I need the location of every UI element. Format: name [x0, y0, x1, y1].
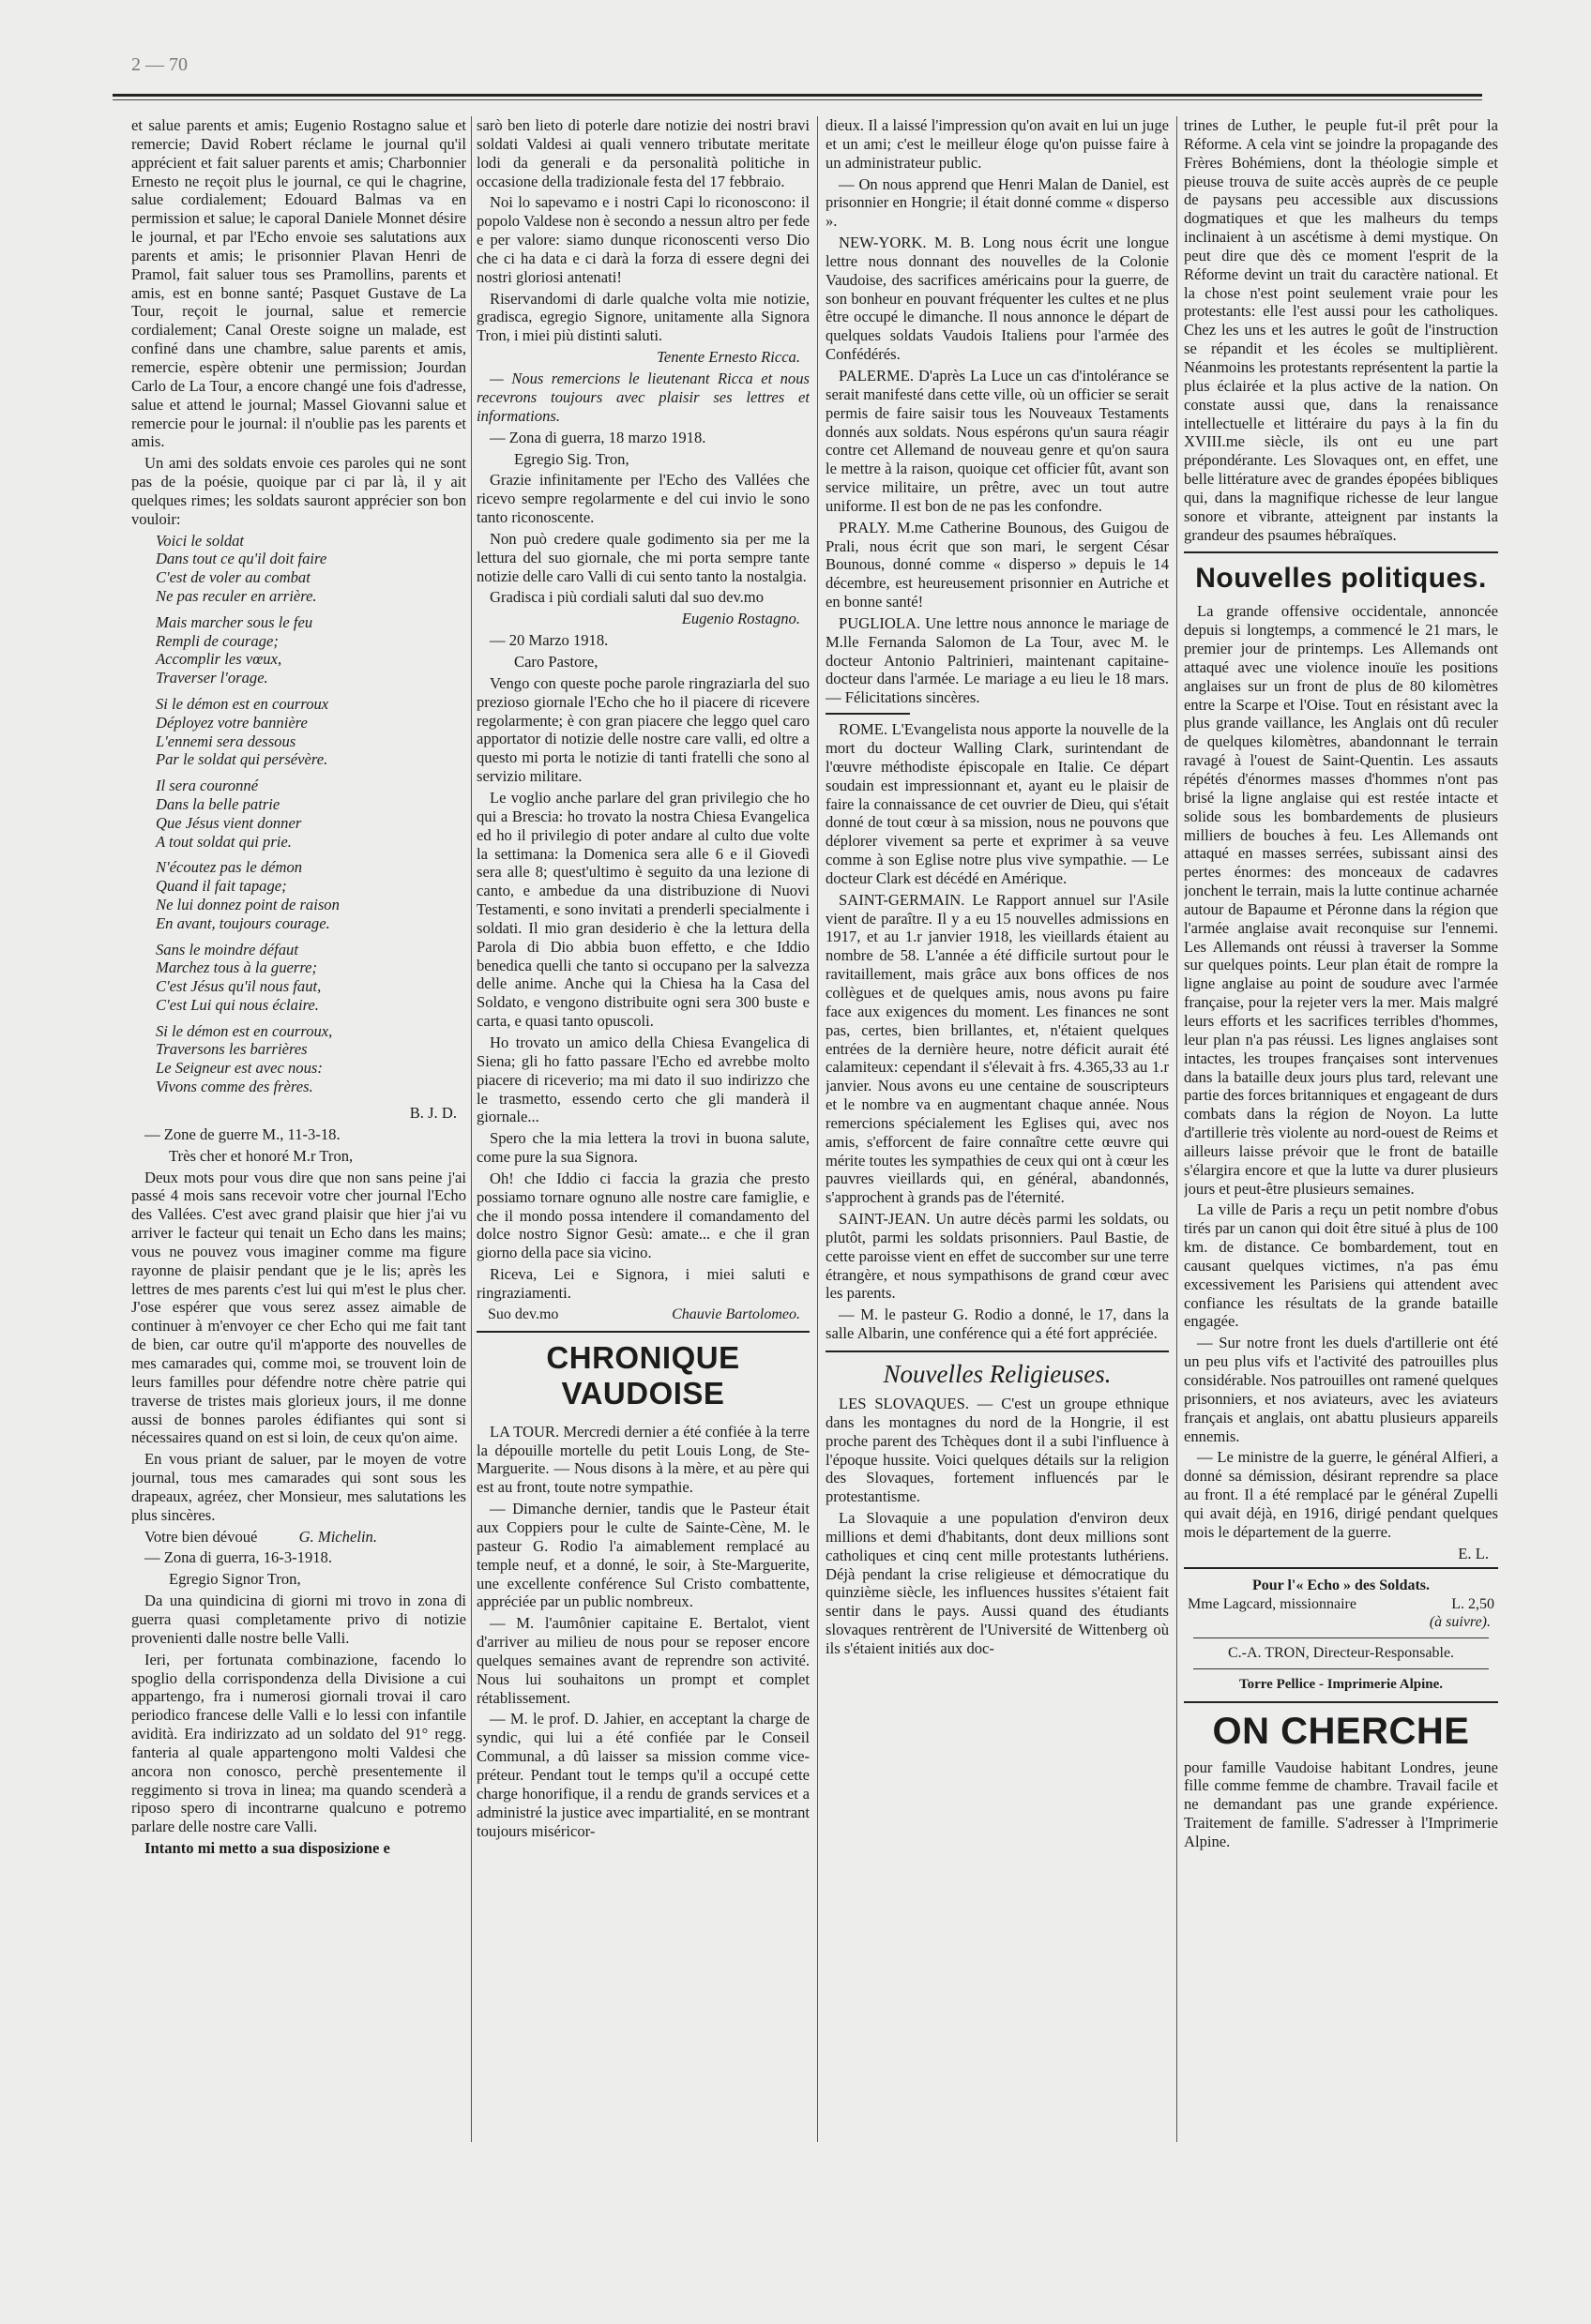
chronique-item: — M. le pasteur G. Rodio a donné, le 17, dans la salle Albarin, une conférence qui a été fort appréciée.	[826, 1305, 1169, 1343]
printer-credit: Torre Pellice - Imprimerie Alpine.	[1238, 1676, 1444, 1692]
chronique-item: — M. l'aumônier capitaine E. Bertalot, vient d'arriver au milieu de nous pour se reposer encore quelques semaines avant de reprendre son activité. Nous lui souhaitons un prompt et complet rétablissement.	[477, 1614, 810, 1707]
letter-dateline: — Zona di guerra, 16-3-1918.	[144, 1548, 332, 1567]
poem-line: Si le démon est en courroux,	[156, 1021, 333, 1040]
section-rule	[826, 1351, 1169, 1352]
letter-salutation: Caro Pastore,	[514, 653, 599, 672]
letter-body: Deux mots pour vous dire que non sans peine j'ai passé 4 mois sans recevoir votre cher journal l'Echo des Vallées. C'est avec grand plaisir que hier j'ai vu arriver le facteur qui tenait un Echo dans les mains; vous ne pouvez vous imaginer comme ma figure rayonne de plaisir pendant que je le lis; après les lettres de mes parents c'est lui qui m'est le plus cher. J'ose espérer que vous serez assez aimable de continuer à m'envoyer ce cher Echo qui me fait tant de bien, car outre qu'il m'apporte des nouvelles de mes camarades qui, comme moi, se trouvent loin de leurs familles pour défendre notre chère patrie qui traverse de tristes mais glorieux jours, il me donne aussi de bonnes paroles édifiantes qui sont si nécessaires quand on est si loin, de ceux qu'on aime.	[131, 1168, 466, 1447]
poem-stanza	[156, 1022, 466, 1096]
poem-line: A tout soldat qui prie.	[156, 832, 292, 851]
poem-line: Mais marcher sous le feu	[156, 612, 313, 631]
column-divider	[817, 116, 818, 2142]
classified-text: pour famille Vaudoise habitant Londres, jeune fille comme femme de chambre. Travail facile et ne demandant pas une grande expérience. Traitement de famille. S'adresser à l'Imprimerie Alpine.	[1184, 1758, 1498, 1850]
donation-amount: L. 2,50	[1451, 1595, 1494, 1612]
section-rule	[1193, 1668, 1489, 1669]
top-rule-thin	[113, 99, 1482, 100]
chronique-item: NEW-YORK. M. B. Long nous écrit une longue lettre nous donnant des nouvelles de la Colonie Vaudoise, des sacrifices américains pour la guerre, de son bonheur en pouvant fréquenter les cultes et ne plus être occupé le dimanche. Il nous annonce le départ de quelques soldats Vaudois Italiens pour l'armée des Confédérés.	[826, 234, 1169, 364]
poem-line: Rempli de courage;	[156, 631, 279, 650]
signature-label: Votre bien dévoué	[144, 1527, 258, 1546]
chronique-item: — Dimanche dernier, tandis que le Pasteur était aux Coppiers pour le culte de Sainte-Cène, M. le pasteur G. Rodio l'a aimablement remplacé au temple neuf, et a donné, le soir, à Ste-Marguerite, une excellente conférence Sul Cristo combattente, appréciée par un public nombreux.	[477, 1500, 810, 1611]
poem-line: L'ennemi sera dessous	[156, 732, 296, 750]
letter-salutation: Très cher et honoré M.r Tron,	[169, 1146, 354, 1165]
political-item: La grande offensive occidentale, annoncée depuis si longtemps, a commencé le 21 mars, le premier jour de printemps. Les Allemands ont attaqué avec une violence inouïe les positions anglaises sur un front de plus de 80 kilomètres entre la Scarpe et l'Oise. Tout en résistant avec la plus grande vaillance, les Anglais ont dû reculer de quelques kilomètres, abandonnant le terrain ravagé à l'ouest de Saint-Quentin. Les assauts répétés d'énormes masses d'hommes n'ont pas brisé la ligne anglaise qui est restée intacte et solide sous les bombardements de plusieurs milliers de bouches à feu. Les Allemands ont attaqué en masses serrées, subissant ainsi des pertes énormes: des monceaux de cadavres jonchent le terrain, mais la lutte continue acharnée autour de Bapaume et Péronne dans la région que l'armée anglaise avait reconquise sur l'ennemi. Les Allemands ont réussi à traverser la Somme sur quelques points. Leur plan était de rompre la ligne anglaise au point de soudure avec l'armée française, pour la rejeter vers la mer. Mais malgré leurs efforts et les sacrifices terribles d'hommes, leur plan n'a pas réussi. Les lignes anglaises sont intactes, les troupes françaises sont intervenues dans la bataille deux jours plus tard, relevant une partie des forces britanniques et engageant de durs combats dans la région de Noyon. La lutte d'artillerie très violente au nord-ouest de Reims et ailleurs laisse prévoir que le front de bataille s'élargira encore et que la lutte va durer plusieurs jours et peut-être plusieurs semaines.	[1184, 602, 1498, 1198]
column-divider	[471, 116, 472, 2142]
chronique-item: SAINT-GERMAIN. Le Rapport annuel sur l'Asile vient de paraître. Il y a eu 15 nouvelles admissions en 1917, et au 1.r janvier 1918, les vieillards étaient au nombre de 58. L'année a été difficile surtout pour le ravitaillement, mais grâce aux bons offices de nos collègues et de quelques amis, nous avons pu faire face aux exigences du moment. Les finances ne sont pas, certes, bien brillantes, et, n'étaient quelques entrées de la dernière heure, notre déficit aurait été calamiteux: cependant il s'élevait à frs. 4.365,33 au 1.r janvier. Nous avons eu une centaine de souscripteurs et le nombre va en augmentant chaque année. Nous remercions spécialement les Eglises qui, avec nos amis, s'efforcent de faire connaître cette œuvre qui mérite toutes les sympathies de ceux qui ont à cœur les pauvres vieillards qui, en général, abandonnés, s'approchent à grands pas de l'éternité.	[826, 890, 1169, 1207]
letter-body: Spero che la mia lettera la trovi in buona salute, come pure la sua Signora.	[477, 1129, 810, 1167]
religious-news-heading: Nouvelles Religieuses.	[883, 1360, 1112, 1388]
section-rule	[1184, 1701, 1498, 1703]
letter-body: Ieri, per fortunata combinazione, facendo lo spoglio della corrispondenza della Divisione a cui appartengo, fra i numerosi giornali trovai il caro periodico francese delle Valli e lo lessi con infantile avidità. Era indirizzato ad un soldato del 91° regg. fanteria al quale appartengono molti Valdesi che ancora non conosco, perchè presentemente il reggimento si trova in linea; ma quando scenderà a riposo spero di incontrarne qualcuno e potremo parlare delle nostre care Valli.	[131, 1650, 466, 1836]
religious-item: La Slovaquie a une population d'environ deux millions et demi d'habitants, dont deux millions sont catholiques et cinq cent mille protestants luthériens. Déjà pendant la crise religieuse et démocratique du quinzième siècle, les influences hussites s'étaient fait sentir dans le pays. Aussi quand des étudiants slovaques rentrèrent de l'Université de Wittenberg où ils s'étaient initiés aux doc-	[826, 1509, 1169, 1657]
letter-dateline: — Zone de guerre M., 11-3-18.	[144, 1124, 341, 1143]
letter-dateline: — Zona di guerra, 18 marzo 1918.	[490, 428, 706, 446]
chronique-item: LA TOUR. Mercredi dernier a été confiée à la terre la dépouille mortelle du petit Louis Long, de Ste-Marguerite. — Nous disons à la mère, et au père qui est au front, toute notre sympathie.	[477, 1422, 810, 1497]
letter-body: Da una quindicina di giorni mi trovo in zona di guerra quasi completamente privo di notizie provenienti dalle nostre belle Valli.	[131, 1592, 466, 1647]
chronique-item: PRALY. M.me Catherine Bounous, des Guigou de Prali, nous écrit que son mari, le sergent César Bounous, donné comme « disperso » depuis le 14 décembre, est heureusement prisonnier en Autriche et en bonne santé!	[826, 518, 1169, 611]
letter-signature: Eugenio Rostagno.	[681, 610, 800, 628]
poem-line: Traversons les barrières	[156, 1040, 308, 1059]
chronique-heading: CHRONIQUE VAUDOISE	[546, 1339, 740, 1411]
poem-line: N'écoutez pas le démon	[156, 858, 303, 877]
column-3	[826, 116, 1169, 2264]
director-credit: C.-A. TRON, Directeur-Responsable.	[1227, 1644, 1455, 1661]
poem-intro: Un ami des soldats envoie ces paroles qui ne sont pas de la poésie, quoique par ci par là, il y ait quelques rimes; les soldats sauront apprécier son bon vouloir:	[131, 454, 466, 528]
letter-body: Intanto mi metto a sua disposizione e	[144, 1839, 390, 1858]
letter-body: Riservandomi di darle qualche volta mie notizie, gradisca, egregio Signore, unitamente alla Signora Tron, i miei più distinti saluti.	[477, 289, 810, 345]
letter-closing: En vous priant de saluer, par le moyen de votre journal, tous mes camarades qui sont sous les drapeaux, agréez, cher Monsieur, mes salutations les plus sincères.	[131, 1450, 466, 1524]
poem-stanza	[156, 695, 466, 769]
classified-heading: ON CHERCHE	[1212, 1710, 1470, 1752]
poem-line: Dans la belle patrie	[156, 794, 280, 813]
poem-line: En avant, toujours courage.	[156, 913, 330, 932]
editor-note: — Nous remercions le lieutenant Ricca et nous recevrons toujours avec plaisir ses lettres et informations.	[477, 370, 810, 425]
chronique-item: ROME. L'Evangelista nous apporte la nouvelle de la mort du docteur Walling Clark, surintendant de l'œuvre méthodiste épiscopale en Italie. Ce départ soudain est impressionnant et, ayant eu le plaisir de faire la connaissance de cet ouvrier de Dieu, qui s'était donné de tout cœur à sa mission, nous ne pouvons que déplorer vivement sa perte et exprimer à sa veuve comme à son Eglise notre plus vive sympathie. — Le docteur Clark est décédé en Amérique.	[826, 720, 1169, 887]
religious-item: trines de Luther, le peuple fut-il prêt pour la Réforme. A cela vint se joindre la propagande des Frères Bohémiens, dont la théologie simple et pieuse trouva de suite accès auprès de ce peuple de paysans peu accessible aux discussions dogmatiques et que les malheurs du temps inclinaient à un ascétisme à demi mystique. On peut dire que dès ce moment l'esprit de la Réforme devint un trait du caractère national. Et la chose n'est point seulement vraie pour les protestants: elle l'est aussi pour les catholiques. Chez les uns et les autres le goût de l'instruction se répandit et les écoles se multiplièrent. Néanmoins les protestants représentent la partie la plus éclairée et la plus active de la nation. On constate aussi que, dans la renaissance intellectuelle et littéraire du pays à la fin du XVIII.me siècle, ils ont eu une part prépondérante. Les Slovaques ont, en effet, une belle littérature avec de grandes épopées bibliques qui, dans la magnifique richesse de leur langue sonore et vibrante, atteignent par instants la grandeur des psaumes hébraïques.	[1184, 116, 1498, 544]
section-rule	[826, 713, 910, 715]
letter-body: Noi lo sapevamo e i nostri Capi lo riconoscono: il popolo Valdese non è secondo a nessun altro per fede e per valore: siamo dunque riconoscenti verso Dio che ci ha data e ci darà la forza di essere degni dei nostri gloriosi antenati!	[477, 193, 810, 286]
poem-line: C'est Jésus qu'il nous faut,	[156, 977, 322, 996]
political-item: — Le ministre de la guerre, le général Alfieri, a donné sa démission, désirant reprendre sa place au front. Il a été remplacé par le général Zupelli qui avait déjà, en 1916, dirigé pendant quelques mois le département de la guerre.	[1184, 1448, 1498, 1541]
letter-salutation: Egregio Signor Tron,	[169, 1570, 301, 1589]
political-item: La ville de Paris a reçu un petit nombre d'obus tirés par un canon qui doit être situé à plus de 100 km. de distance. Ce bombardement, tout en causant quelques victimes, n'a pas ému excessivement les Parisiens qui attendent avec confiance les résultats de la grande bataille engagée.	[1184, 1200, 1498, 1331]
political-signature: E. L.	[1458, 1544, 1489, 1562]
signature-label: Suo dev.mo	[488, 1305, 559, 1322]
poem-stanza	[156, 858, 466, 932]
letter-signature	[477, 1305, 810, 1323]
column-2	[477, 116, 810, 2264]
poem-line: Il sera couronné	[156, 777, 259, 795]
poem-line: Vivons comme des frères.	[156, 1078, 313, 1096]
donation-row	[1184, 1595, 1498, 1613]
chronique-item: — M. le prof. D. Jahier, en acceptant la charge de syndic, qui lui a été confiée par le Conseil Communal, a dû laisser sa mission comme vice-préteur. Pendant tout le temps qu'il a occupé cette charge honorifique, il a rendu de grands services et a administré la justice avec impartialité, en se montrant toujours miséricor-	[477, 1710, 810, 1840]
poem-line: Quand il fait tapage;	[156, 877, 287, 896]
letter-body: sarò ben lieto di poterle dare notizie dei nostri bravi soldati Valdesi ai quali vennero tributate meritate lodi da generali e da personalità politiche in occasione della tradizionale festa del 17 febbraio.	[477, 116, 810, 190]
section-rule	[1193, 1637, 1489, 1638]
section-rule	[1184, 1567, 1498, 1569]
letter-dateline: — 20 Marzo 1918.	[490, 631, 609, 650]
letter-body: Riceva, Lei e Signora, i miei saluti e ringraziamenti.	[477, 1265, 810, 1302]
letter-body: Ho trovato un amico della Chiesa Evangelica di Siena; gli ho fatto passare l'Echo ed avrebbe molto piacere di riceverio; ma mi dato il suo indirizzo che le trasmetto, essendo certo che gli manderà il giornale...	[477, 1033, 810, 1126]
letter-signature: Tenente Ernesto Ricca.	[657, 348, 800, 367]
poem-line: Traverser l'orage.	[156, 669, 268, 687]
section-rule	[477, 1331, 810, 1333]
column-1	[131, 116, 466, 2264]
chronique-item: dieux. Il a laissé l'impression qu'on avait en lui un juge et un ami; c'est le meilleur éloge qu'on puisse faire à un administrateur public.	[826, 116, 1169, 172]
poem-line: C'est de voler au combat	[156, 568, 311, 587]
page-mark: 2 — 70	[131, 54, 188, 75]
donor-name: Mme Lagcard, missionnaire	[1188, 1595, 1356, 1612]
signature-name: G. Michelin.	[298, 1527, 378, 1546]
poem-line: Ne pas reculer en arrière.	[156, 586, 317, 605]
donation-heading: Pour l'« Echo » des Soldats.	[1251, 1577, 1431, 1593]
section-rule	[1184, 551, 1498, 553]
poem-line: Voici le soldat	[156, 531, 245, 550]
poem-line: Accomplir les vœux,	[156, 650, 282, 669]
poem-stanza	[156, 613, 466, 687]
poem-line: Que Jésus vient donner	[156, 813, 302, 832]
poem-line: Ne lui donnez point de raison	[156, 895, 340, 913]
letter-signature	[131, 1528, 466, 1547]
column-divider	[1176, 116, 1177, 2142]
poem-stanza	[156, 941, 466, 1015]
chronique-item: PUGLIOLA. Une lettre nous annonce le mariage de M.lle Fernanda Salomon de La Tour, avec M. le docteur Antonio Paltrinieri, maintenant capitaine-docteur dans l'armée. Le mariage a eu lieu le 18 mars. — Félicitations sincères.	[826, 613, 1169, 707]
soldiers-greetings: et salue parents et amis; Eugenio Rostagno salue et remercie; David Robert réclame le journal qu'il apprécient et fait saluer parents et amis; Charbonnier Ernesto ne reçoit plus le journal, ce qui le chagrine, salue cordialement; Edouard Balmas va en permission et salue; le caporal Daniele Monnet désire le journal, et par l'Echo envoie ses salutations aux parents et amis; le prisonnier Plavan Henri de Pramol, fait saluer tous ses Pramollins, parents et amis, est en bonne santé; Pasquet Gustave de La Tour, reçoit le journal, salue et remercie cordialement; Canal Oreste soigne un malade, est confiné dans une chambre, salue parents et amis, remercie, espère obtenir une permission; Jourdan Carlo de La Tour, a encore changé une fois d'adresse, salue et attend le journal; Massel Giovanni salue et remercie pour le journal: il n'oublie pas les parents et amis.	[131, 116, 466, 451]
poem	[156, 532, 466, 1096]
letter-salutation: Egregio Sig. Tron,	[514, 449, 629, 468]
political-news-heading: Nouvelles politiques.	[1195, 563, 1487, 595]
poem-signature: B. J. D.	[409, 1103, 457, 1122]
chronique-item: PALERME. D'après La Luce un cas d'intolérance se serait manifesté dans cette ville, où un officier se serait permis de faire saisir tous les Nouveaux Testaments donnés aux soldats. Nous espérons qu'un saura réagir contre cet Allemand de nouveau genre et qu'on saura le mettre à la raison, quoique cet officier fût, avant son service militaire, un prêtre, avec un tout autre uniforme. Il est bon de ne pas les confondre.	[826, 366, 1169, 515]
poem-line: Par le soldat qui persévère.	[156, 750, 328, 769]
poem-line: Si le démon est en courroux	[156, 694, 329, 713]
poem-line: C'est Lui qui nous éclaire.	[156, 995, 319, 1014]
poem-line: Sans le moindre défaut	[156, 940, 298, 958]
poem-line: Déployez votre bannière	[156, 713, 308, 732]
letter-body: Oh! che Iddio ci faccia la grazia che presto possiamo tornare ognuno alle nostre care famiglie, e che il mondo possa intendere il comandamento del dolce nostro Signor Gesù: amate... e che il gran giorno della pace sia vicino.	[477, 1169, 810, 1262]
poem-line: Dans tout ce qu'il doit faire	[156, 550, 327, 568]
letter-body: Vengo con queste poche parole ringraziarla del suo prezioso giornale l'Echo che ho il piacere di ricevere regolarmente; è con gran piacere che leggo quel caro apportator di notizie delle nostre care valli, ed oltre a questo mi porta le notizie di tanti fratelli che sono al servizio militare.	[477, 673, 810, 786]
letter-body: Grazie infinitamente per l'Echo des Vallées che ricevo sempre regolarmente e del cui invio le sono tanto riconoscente.	[477, 471, 810, 527]
poem-line: Le Seigneur est avec nous:	[156, 1059, 323, 1078]
top-rule	[113, 94, 1482, 97]
column-4	[1184, 116, 1498, 2264]
letter-body: Non può credere quale godimento sia per me la lettura del suo giornale, che mi porta sempre tante notizie delle caro Valli di cui sento tanto la nostalgia.	[477, 529, 810, 585]
chronique-item: — On nous apprend que Henri Malan de Daniel, est prisonnier en Hongrie; il était donné comme « disperso ».	[826, 174, 1169, 231]
signature-name: Chauvie Bartolomeo.	[672, 1305, 800, 1322]
religious-item: LES SLOVAQUES. — C'est un groupe ethnique dans les montagnes du nord de la Hongrie, il est proche parent des Tchèques dont il a subi l'influence à l'époque hussite. Voici quelques détails sur la religion des Slovaques, fortement influencés par le protestantisme.	[826, 1395, 1169, 1506]
poem-stanza	[156, 532, 466, 606]
political-item: — Sur notre front les duels d'artillerie ont été un peu plus vifs et l'activité des patrouilles plus considérable. Nos patrouilles ont ramené quelques prisonniers, et nos aviateurs, avec les aviateurs français et anglais, ont abattu plusieurs appareils ennemis.	[1184, 1334, 1498, 1445]
letter-body: Le voglio anche parlare del gran privilegio che ho qui a Brescia: ho trovato la nostra Chiesa Evangelica ed ho il privilegio di poter andare al culto due volte la settimana: la Domenica sera alle 6 e il Giovedì sera alle 8; quest'ultimo è seguito da una lezione di canto, e ambedue da una distribuzione di Nuovi Testamenti, e sono invitati a prenderli specialmente i soldati. Il mio gran desiderio è che la lettura della Parola di Dio abbia buon effetto, e che Iddio benedica quelli che tanto si occupano per la salvezza delle anime. Anche qui la Chiesa ha la Casa del Soldato, e vengono distribuite ogni sera 300 buste e carta, e quasi tanto opuscoli.	[477, 789, 810, 1031]
poem-line: Marchez tous à la guerre;	[156, 958, 318, 977]
poem-stanza	[156, 777, 466, 851]
letter-body: Gradisca i più cordiali saluti dal suo dev.mo	[490, 588, 765, 607]
chronique-item: SAINT-JEAN. Un autre décès parmi les soldats, ou plutôt, parmi les soldats prisonniers. Paul Bastie, de cette paroisse vient en effet de succomber sur une terre étrangère, et nous sympathisons de grand cœur avec les parents.	[826, 1210, 1169, 1303]
to-be-continued: (à suivre).	[1429, 1613, 1491, 1630]
